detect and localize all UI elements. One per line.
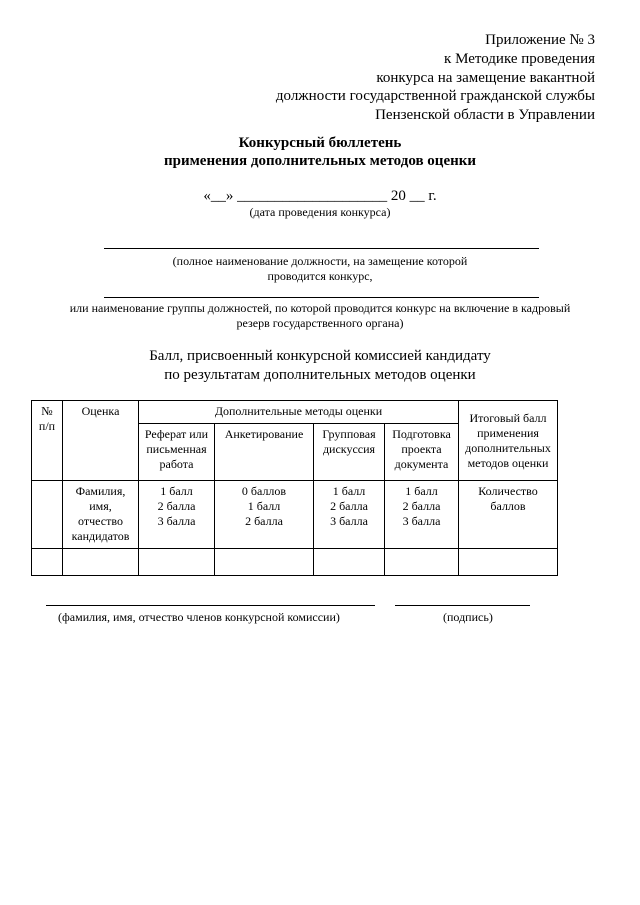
page-title: Конкурсный бюллетень [238, 135, 402, 151]
row-essay-scores: 1 балл 2 балла 3 балла [139, 481, 215, 549]
page-subtitle: применения дополнительных методов оценки [163, 153, 477, 169]
date-caption: (дата проведения конкурса) [249, 205, 391, 219]
score-heading-2: по результатам дополнительных методов оценки [164, 367, 476, 383]
row-survey-scores: 0 баллов 1 балл 2 балла [215, 481, 314, 549]
table-cell-empty[interactable] [63, 549, 139, 576]
row-group-scores: 1 балл 2 балла 3 балла [314, 481, 385, 549]
subcol-essay-header: Реферат или письменная работа [139, 424, 215, 481]
date-line: «__» ____________________ 20 __ г. [203, 188, 437, 204]
table-row [32, 549, 558, 576]
col-methods-header: Дополнительные методы оценки [139, 401, 459, 424]
score-heading-1: Балл, присвоенный конкурсной комиссией кандидату [149, 348, 491, 364]
subcol-survey-header: Анкетирование [215, 424, 314, 481]
signature-line [395, 605, 530, 606]
table-cell-empty[interactable] [215, 549, 314, 576]
col-evaluation-header: Оценка [63, 401, 139, 481]
position-blank-line-2 [104, 297, 539, 298]
position-caption-2b: резерв государственного органа) [236, 316, 404, 330]
score-table [31, 400, 558, 576]
table-cell-empty[interactable] [139, 549, 215, 576]
table-cell-empty[interactable] [385, 549, 459, 576]
header-line-2: к Методике проведения [444, 51, 595, 67]
subcol-group-header: Групповая дискуссия [314, 424, 385, 481]
table-cell-empty[interactable] [32, 549, 63, 576]
row-total-scores: Количество баллов [459, 481, 558, 549]
position-caption-2a: или наименование группы должностей, по которой проводится конкурс на включение в кадровый [69, 301, 571, 315]
header-line-3: конкурса на замещение вакантной [376, 70, 595, 86]
col-number-header: № п/п [32, 401, 63, 481]
position-caption-1a: (полное наименование должности, на замещение которой [172, 254, 468, 268]
col-total-header: Итоговый балл применения дополнительных методов оценки [459, 401, 558, 481]
header-line-4: должности государственной гражданской службы [275, 88, 595, 104]
signature-caption: (подпись) [443, 610, 493, 624]
header-line-1: Приложение № 3 [485, 32, 595, 48]
row-document-scores: 1 балл 2 балла 3 балла [385, 481, 459, 549]
position-caption-1b: проводится конкурс, [267, 269, 373, 283]
table-cell-empty [32, 481, 63, 549]
subcol-document-header: Подготовка проекта документа [385, 424, 459, 481]
members-signature-line [46, 605, 375, 606]
position-blank-line-1 [104, 248, 539, 249]
members-caption: (фамилия, имя, отчество членов конкурсной комиссии) [58, 610, 340, 624]
table-cell-empty[interactable] [459, 549, 558, 576]
header-line-5: Пензенской области в Управлении [375, 107, 595, 123]
row-candidate-name: Фамилия, имя, отчество кандидатов [63, 481, 139, 549]
table-cell-empty[interactable] [314, 549, 385, 576]
